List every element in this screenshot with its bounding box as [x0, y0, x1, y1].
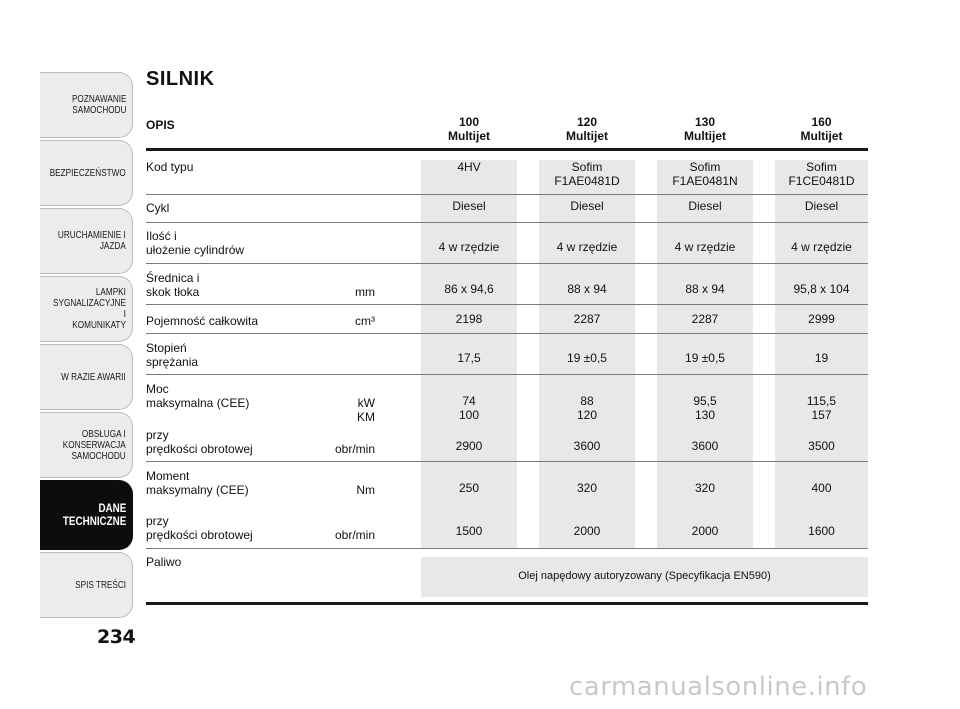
cell-cylindry-120: 4 w rzędzie — [556, 240, 618, 254]
cell-cylindry-100: 4 w rzędzie — [438, 240, 500, 254]
cell-moment-100: 250 — [458, 481, 480, 495]
cell-sprezanie-160: 19 — [814, 351, 829, 365]
cell-moc-130: 95,5 130 — [693, 394, 717, 422]
row-label-sprezanie: Stopień sprężania — [146, 341, 199, 369]
row-label-moc: Moc maksymalna (CEE) — [146, 382, 250, 410]
cell-srednica-130: 88 x 94 — [685, 282, 725, 296]
header-100-multijet: 100 Multijet — [448, 115, 490, 143]
cell-cykl-160: Diesel — [804, 199, 839, 213]
header-rule — [146, 148, 868, 151]
cell-kod-160: Sofim F1CE0481D — [788, 160, 855, 188]
tab-dane-techniczne[interactable]: DANE TECHNICZNE — [40, 480, 133, 550]
cell-sprezanie-100: 17,5 — [457, 351, 481, 365]
row-label-moment-obroty: przy prędkości obrotowej — [146, 514, 253, 542]
cell-srednica-100: 86 x 94,6 — [444, 282, 494, 296]
cell-moment-obr-130: 2000 — [691, 524, 719, 538]
unit-kw-km: kW KM — [357, 396, 375, 424]
row-divider — [146, 461, 868, 462]
row-divider — [146, 548, 868, 549]
opis-header: OPIS — [146, 118, 175, 132]
row-divider — [146, 194, 868, 195]
cell-pojemnosc-120: 2287 — [573, 312, 601, 326]
page-number: 234 — [97, 626, 136, 648]
cell-moc-120: 88 120 — [576, 394, 598, 422]
row-label-kod-typu: Kod typu — [146, 160, 194, 174]
header-130-multijet: 130 Multijet — [684, 115, 726, 143]
cell-moment-obr-100: 1500 — [455, 524, 483, 538]
row-label-paliwo: Paliwo — [146, 555, 182, 569]
cell-cykl-120: Diesel — [570, 199, 604, 213]
row-divider — [146, 222, 868, 223]
cell-pojemnosc-160: 2999 — [808, 312, 835, 326]
cell-moc-160: 115,5 157 — [806, 394, 837, 422]
cell-moc-100: 74 100 — [458, 394, 480, 422]
watermark: carmanualsonline.info — [569, 672, 868, 702]
row-label-srednica: Średnica i skok tłoka — [146, 271, 200, 299]
cell-sprezanie-130: 19 ±0,5 — [685, 351, 725, 365]
tab-w-razie-awarii[interactable]: W RAZIE AWARII — [40, 344, 133, 410]
cell-kod-130: Sofim F1AE0481N — [672, 160, 738, 188]
cell-kod-100: 4HV — [457, 160, 481, 174]
tab-bezpieczenstwo[interactable]: BEZPIECZEŃSTWO — [40, 140, 133, 206]
row-label-moment: Moment maksymalny (CEE) — [146, 469, 249, 497]
unit-nm: Nm — [356, 483, 375, 497]
cell-cykl-100: Diesel — [452, 199, 486, 213]
tab-poznawanie[interactable]: POZNAWANIE SAMOCHODU — [40, 72, 133, 138]
tab-lampki[interactable]: LAMPKI SYGNALIZACYJNE I KOMUNIKATY — [40, 276, 133, 342]
cell-moc-obr-120: 3600 — [573, 439, 601, 453]
cell-srednica-160: 95,8 x 104 — [793, 282, 850, 296]
header-120-multijet: 120 Multijet — [566, 115, 608, 143]
cell-moc-obr-130: 3600 — [691, 439, 719, 453]
cell-pojemnosc-130: 2287 — [691, 312, 719, 326]
unit-mm: mm — [355, 285, 375, 299]
cell-moment-160: 400 — [811, 481, 832, 495]
unit-obr-min-moment: obr/min — [334, 528, 375, 542]
row-divider — [146, 263, 868, 264]
unit-obr-min-moc: obr/min — [334, 442, 375, 456]
cell-cylindry-130: 4 w rzędzie — [674, 240, 736, 254]
cell-kod-120: Sofim F1AE0481D — [554, 160, 620, 188]
cell-srednica-120: 88 x 94 — [567, 282, 607, 296]
cell-moment-obr-120: 2000 — [573, 524, 601, 538]
cell-moment-120: 320 — [576, 481, 598, 495]
cell-moc-obr-100: 2900 — [455, 439, 483, 453]
unit-cm3: cm³ — [355, 314, 375, 328]
tab-uruchamianie[interactable]: URUCHAMIENIE I JAZDA — [40, 208, 133, 274]
cell-cylindry-160: 4 w rzędzie — [791, 240, 852, 254]
row-divider — [146, 333, 868, 334]
cell-paliwo: Olej napędowy autoryzowany (Specyfikacja EN590) — [518, 570, 771, 582]
row-divider — [146, 304, 868, 305]
tab-obsluga[interactable]: OBSŁUGA I KONSERWACJA SAMOCHODU — [40, 412, 133, 478]
row-label-cylindry: Ilość i ułożenie cylindrów — [146, 229, 245, 257]
section-title: SILNIK — [146, 68, 215, 90]
row-label-moc-obroty: przy prędkości obrotowej — [146, 428, 253, 456]
cell-sprezanie-120: 19 ±0,5 — [567, 351, 607, 365]
cell-moment-130: 320 — [694, 481, 716, 495]
cell-moc-obr-160: 3500 — [808, 439, 835, 453]
header-160-multijet: 160 Multijet — [800, 115, 843, 143]
tab-spis-tresci[interactable]: SPIS TREŚCI — [40, 552, 133, 618]
footer-rule — [146, 602, 868, 605]
cell-pojemnosc-100: 2198 — [455, 312, 483, 326]
row-label-pojemnosc: Pojemność całkowita — [146, 314, 259, 328]
cell-moment-obr-160: 1600 — [808, 524, 835, 538]
row-label-cykl: Cykl — [146, 201, 170, 215]
row-divider — [146, 374, 868, 375]
cell-cykl-130: Diesel — [688, 199, 722, 213]
